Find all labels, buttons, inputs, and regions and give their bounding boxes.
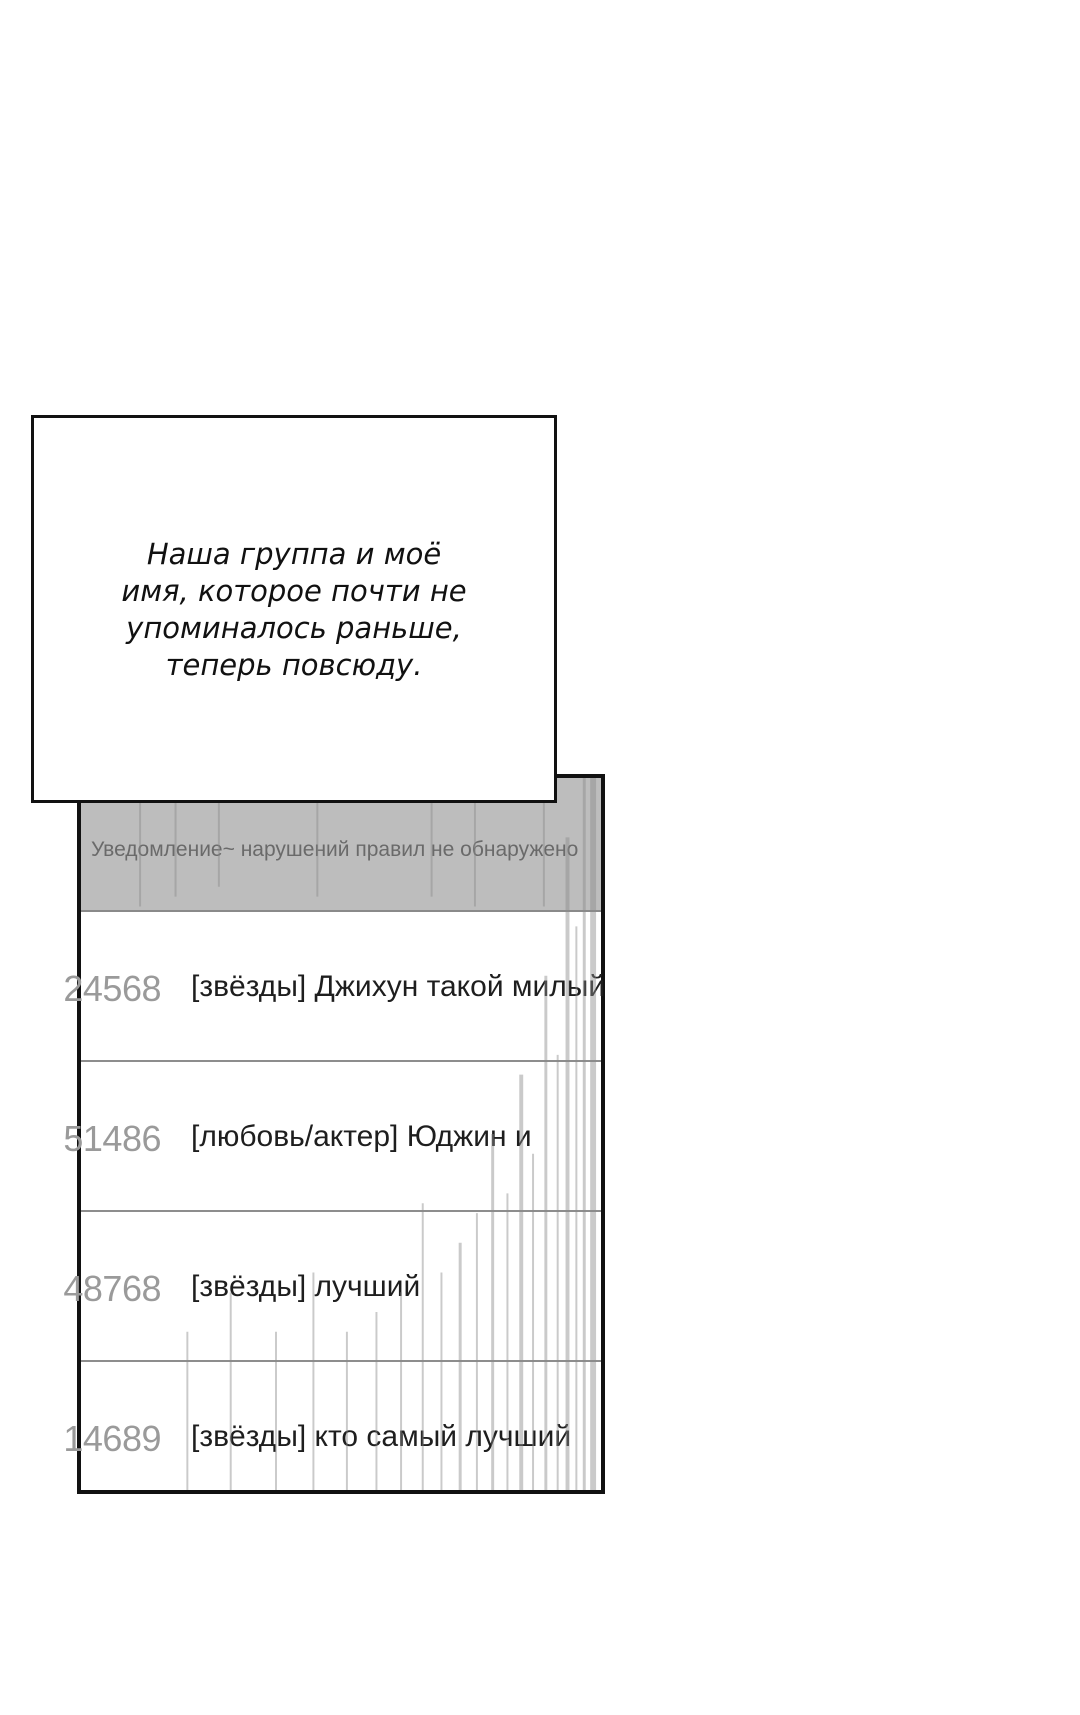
narration-caption-box xyxy=(31,415,557,803)
post-row[interactable] xyxy=(63,1212,601,1362)
post-list xyxy=(63,912,606,1512)
post-number: 48768 xyxy=(63,1268,161,1309)
post-title: [любовь/актер] Юджин и xyxy=(191,1120,532,1153)
post-number: 51486 xyxy=(63,1118,161,1159)
post-row[interactable] xyxy=(63,1362,601,1512)
post-number: 24568 xyxy=(63,968,161,1009)
post-row[interactable] xyxy=(63,1062,601,1212)
caption-text: Наша группа и моё имя, которое почти не упоминалось раньше, теперь повсюду. xyxy=(121,537,467,682)
post-row[interactable] xyxy=(63,912,606,1062)
phone-screen xyxy=(63,774,606,1494)
post-number: 14689 xyxy=(63,1418,161,1459)
post-title: [звёзды] кто самый лучший xyxy=(191,1420,572,1453)
notice-text: Уведомление~ нарушений правил не обнаружено xyxy=(91,838,579,861)
post-title: [звёзды] Джихун такой милый xyxy=(191,970,606,1003)
post-title: [звёзды] лучший xyxy=(191,1270,421,1303)
